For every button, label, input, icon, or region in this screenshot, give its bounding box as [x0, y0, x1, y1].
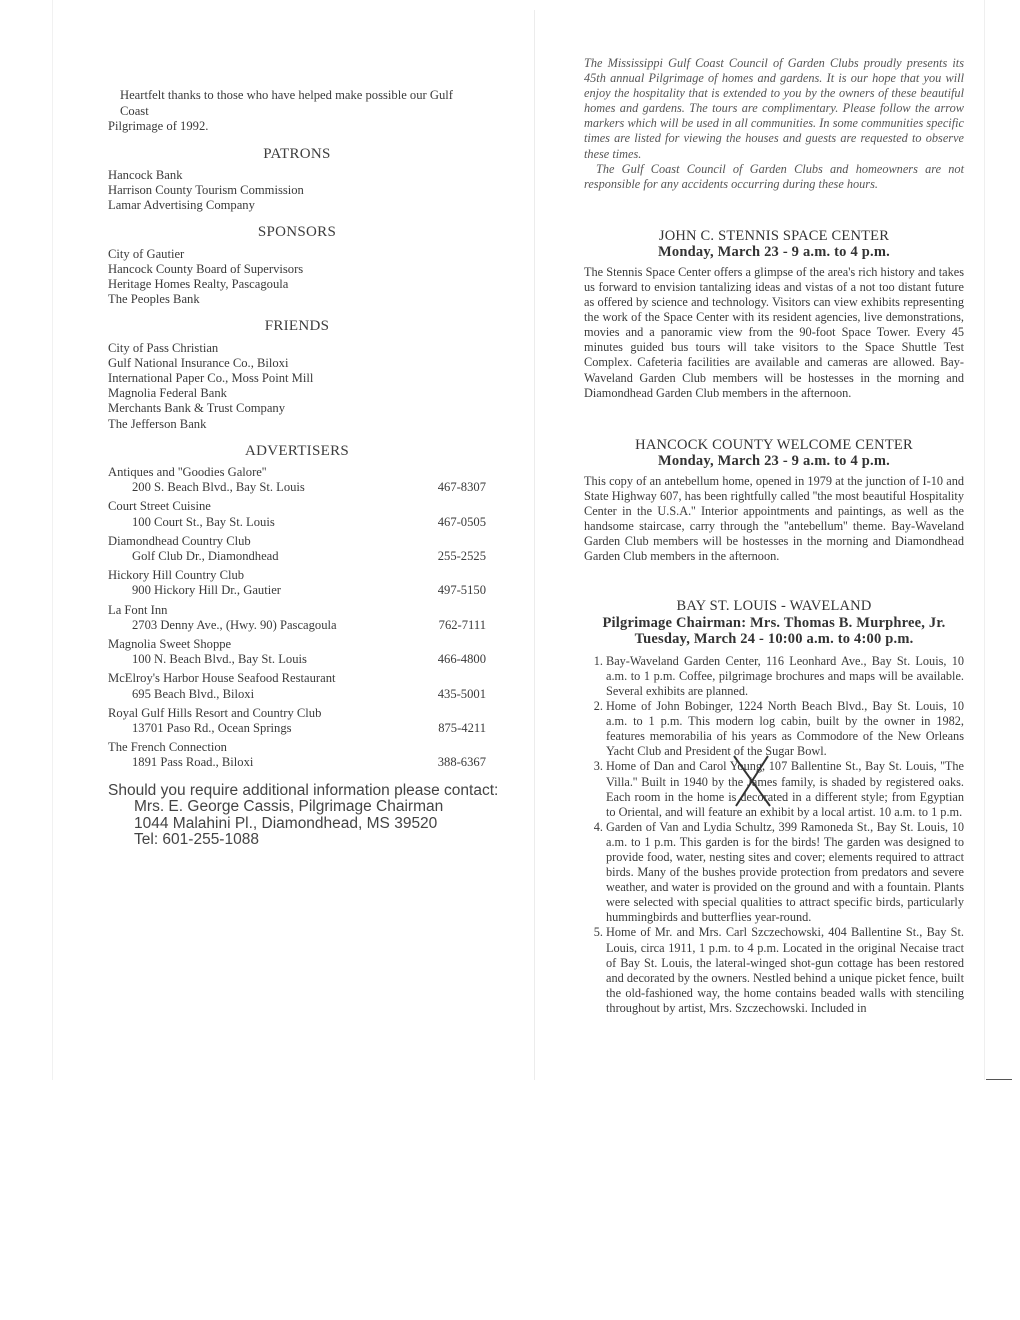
- bay-st-louis-title: BAY ST. LOUIS - WAVELAND: [676, 598, 872, 615]
- list-item: Harrison County Tourism Commission: [108, 182, 304, 197]
- friends-heading: FRIENDS: [264, 318, 330, 335]
- advertisers-list: [108, 465, 486, 771]
- patrons-heading: PATRONS: [263, 145, 331, 162]
- list-item: 1. Bay-Waveland Garden Center, 116 Leonhard Ave., Bay St. Louis, 10 a.m. to 1 p.m. Coffee, pilgrimage brochures and maps will be available. Several exhibits are planned.: [606, 654, 964, 699]
- advertiser-entry: [108, 637, 486, 667]
- list-item: Merchants Bank & Trust Company: [108, 401, 286, 416]
- advertiser-entry: [108, 499, 486, 529]
- page-fold: [534, 10, 535, 1080]
- advertiser-phone: 435-5001: [437, 686, 486, 701]
- list-item: Gulf National Insurance Co., Biloxi: [108, 355, 289, 370]
- advertiser-phone: 466-4800: [437, 652, 486, 667]
- list-item: Magnolia Federal Bank: [108, 386, 227, 401]
- advertiser-address: 200 S. Beach Blvd., Bay St. Louis: [132, 480, 305, 495]
- advertiser-name: Court Street Cuisine: [108, 499, 211, 514]
- advertiser-phone: 467-0505: [437, 514, 486, 529]
- advertiser-address: 13701 Paso Rd., Ocean Springs: [132, 721, 292, 735]
- list-item: City of Gautier: [108, 246, 185, 261]
- thanks-line-1: Heartfelt thanks to those who have helped make possible our Gulf Coast: [120, 88, 453, 118]
- advertiser-phone: 875-4211: [438, 721, 486, 735]
- bay-st-louis-chair: Pilgrimage Chairman: Mrs. Thomas B. Murphree, Jr.: [602, 614, 946, 631]
- list-item: Lamar Advertising Company: [108, 198, 255, 213]
- hancock-description: This copy of an antebellum home, opened in 1979 at the junction of I-10 and State Highway 607, has been rightfully called ''the most beautiful Hospitality Center in the U.S.A.'' Interior appointments and paintings, as well as the handsome staircase, carry through the ''antebellum'' theme. Bay-Waveland Garden Club members will be hostesses in the morning and Diamondhead Garden Club members in the afternoon.: [584, 473, 964, 564]
- advertiser-entry: [108, 706, 486, 736]
- hancock-date: Monday, March 23 - 9 a.m. to 4 p.m.: [658, 453, 890, 470]
- advertiser-entry: [108, 568, 486, 598]
- hancock-section: [584, 437, 964, 565]
- list-item: The Peoples Bank: [108, 292, 200, 307]
- stennis-description: The Stennis Space Center offers a glimpse of the area's rich history and takes us forward to envision tantalizing ideas and vistas of a not too distant future as offered by science and technology. Visitors can view exhibits representing the work of the Space Center with its resident agencies, live demonstrations, movies and a panoramic view from the 90-foot Space Tower. Every 45 minutes guided bus tours will take visitors to the Space Shuttle Test Complex. Cafeteria facilities are available and cameras are allowed. Bay-Waveland Garden Club members will be hostesses in the morning and Diamondhead Garden Club members in the afternoon.: [584, 264, 964, 400]
- page-edge-right: [984, 0, 985, 1080]
- stennis-date: Monday, March 23 - 9 a.m. to 4 p.m.: [658, 244, 890, 261]
- edge-mark: [986, 1079, 1012, 1080]
- advertiser-name: Magnolia Sweet Shoppe: [108, 636, 232, 651]
- advertiser-address: 2703 Denny Ave., (Hwy. 90) Pascagoula: [132, 617, 337, 632]
- contact-address: 1044 Malahini Pl., Diamondhead, MS 39520: [134, 814, 438, 832]
- advertiser-phone: 467-8307: [437, 480, 486, 495]
- advertiser-address: 695 Beach Blvd., Biloxi: [132, 686, 255, 701]
- list-item: City of Pass Christian: [108, 340, 219, 355]
- sponsors-heading: SPONSORS: [257, 224, 337, 241]
- stennis-title: JOHN C. STENNIS SPACE CENTER: [658, 227, 890, 244]
- advertiser-phone: 255-2525: [437, 548, 486, 563]
- advertiser-address: 1891 Pass Road., Biloxi: [132, 755, 254, 770]
- advertiser-name: Antiques and ''Goodies Galore'': [108, 464, 267, 479]
- advertiser-address: 900 Hickory Hill Dr., Gautier: [132, 583, 281, 598]
- list-item: 3. Home of Dan and Carol Young, 107 Ballentine St., Bay St. Louis, ''The Villa.'' Built in 1940 by the James family, is shaded by registered oaks. Each room in the home is decorated in a different style; from Egyptian to Oriental, and will feature an exhibit by a local artist. 10 a.m. to 1 p.m.: [606, 759, 964, 819]
- thanks-line-2: Pilgrimage of 1992.: [108, 119, 209, 133]
- thanks-paragraph: [108, 88, 480, 135]
- advertiser-phone: 388-6367: [437, 755, 486, 770]
- advertiser-entry: [108, 534, 486, 564]
- advertiser-phone: 497-5150: [437, 583, 486, 598]
- advertiser-entry: [108, 671, 486, 701]
- list-item: Hancock County Board of Supervisors: [108, 261, 304, 276]
- bay-st-louis-section: [584, 598, 964, 1016]
- advertiser-entry: [108, 465, 486, 495]
- list-item: 5. Home of Mr. and Mrs. Carl Szczechowski, 404 Ballentine St., Bay St. Louis, circa 1911, 1 p.m. to 4 p.m. Located in the original Necaise tract of Bay St. Louis, the lateral-winged shot-gun cottage has been restored and decorated by the owners. Nestled behind a unique picket fence, built the old-fashioned way, the home contains beaded walls with stenciling throughout by artist, Mrs. Szczechowski. Included in: [606, 925, 964, 1016]
- advertiser-name: Hickory Hill Country Club: [108, 568, 245, 583]
- list-item: Hancock Bank: [108, 167, 183, 182]
- contact-name: Mrs. E. George Cassis, Pilgrimage Chairman: [134, 798, 444, 816]
- advertiser-name: McElroy's Harbor House Seafood Restaurant: [108, 671, 336, 686]
- tour-stops-list: [584, 654, 964, 1016]
- list-item: Heritage Homes Realty, Pascagoula: [108, 276, 289, 291]
- left-page: [108, 88, 499, 849]
- patrons-list: [108, 168, 486, 214]
- advertiser-name: The French Connection: [108, 740, 227, 755]
- hancock-title: HANCOCK COUNTY WELCOME CENTER: [635, 436, 913, 453]
- advertiser-address: Golf Club Dr., Diamondhead: [132, 548, 279, 563]
- list-item: 4. Garden of Van and Lydia Schultz, 399 Ramoneda St., Bay St. Louis, 10 a.m. to 1 p.m. This garden is for the birds! The garden was designed to provide food, water, nesting sites and cover; elements required to attract birds. Many of the bushes provide protection from predators and severe weather, and water is provided on the ground and with a fountain. Plants were selected with special qualities to attract specific birds, particularly hummingbirds and butterflies year-round.: [606, 820, 964, 926]
- friends-list: [108, 341, 486, 432]
- stennis-section: [584, 228, 964, 401]
- contact-heading: Should you require additional information please contact:: [108, 781, 499, 799]
- advertiser-name: La Font Inn: [108, 602, 168, 617]
- list-item: International Paper Co., Moss Point Mill: [108, 370, 314, 385]
- advertiser-address: 100 N. Beach Blvd., Bay St. Louis: [132, 652, 307, 667]
- advertisers-heading: ADVERTISERS: [244, 442, 350, 459]
- list-item: 2. Home of John Bobinger, 1224 North Beach Blvd., Bay St. Louis, 10 a.m. to 1 p.m. This modern log cabin, built by the owner in 1982, features memorabilia of his years as Commodore of the New Orleans Yacht Club and President of the Sugar Bowl.: [606, 699, 964, 759]
- sponsors-list: [108, 247, 486, 308]
- advertiser-name: Royal Gulf Hills Resort and Country Club: [108, 705, 322, 720]
- bay-st-louis-date: Tuesday, March 24 - 10:00 a.m. to 4:00 p.m.: [634, 631, 914, 648]
- contact-phone: Tel: 601-255-1088: [134, 831, 259, 849]
- advertiser-entry: [108, 603, 486, 633]
- list-item: The Jefferson Bank: [108, 416, 207, 431]
- intro-disclaimer: The Gulf Coast Council of Garden Clubs and homeowners are not responsible for any accidents occurring during these hours.: [584, 161, 964, 191]
- intro-paragraph: [584, 56, 964, 192]
- page-edge-left: [52, 0, 53, 1080]
- handwritten-x-mark: [730, 752, 774, 810]
- advertiser-name: Diamondhead Country Club: [108, 533, 251, 548]
- intro-text: The Mississippi Gulf Coast Council of Garden Clubs proudly presents its 45th annual Pilgrimage of homes and gardens. It is our hope that you will enjoy the hospitality that is extended to you by the owners of these beautiful homes and gardens. The tours are complimentary. Please follow the arrow markers which will be used in all communities. In some communities specific times are listed for viewing the houses and guests are requested to observe these times.: [584, 56, 964, 161]
- advertiser-phone: 762-7111: [438, 617, 486, 632]
- contact-block: [108, 781, 499, 849]
- right-page: [584, 56, 964, 1016]
- advertiser-entry: [108, 740, 486, 770]
- advertiser-address: 100 Court St., Bay St. Louis: [132, 514, 275, 529]
